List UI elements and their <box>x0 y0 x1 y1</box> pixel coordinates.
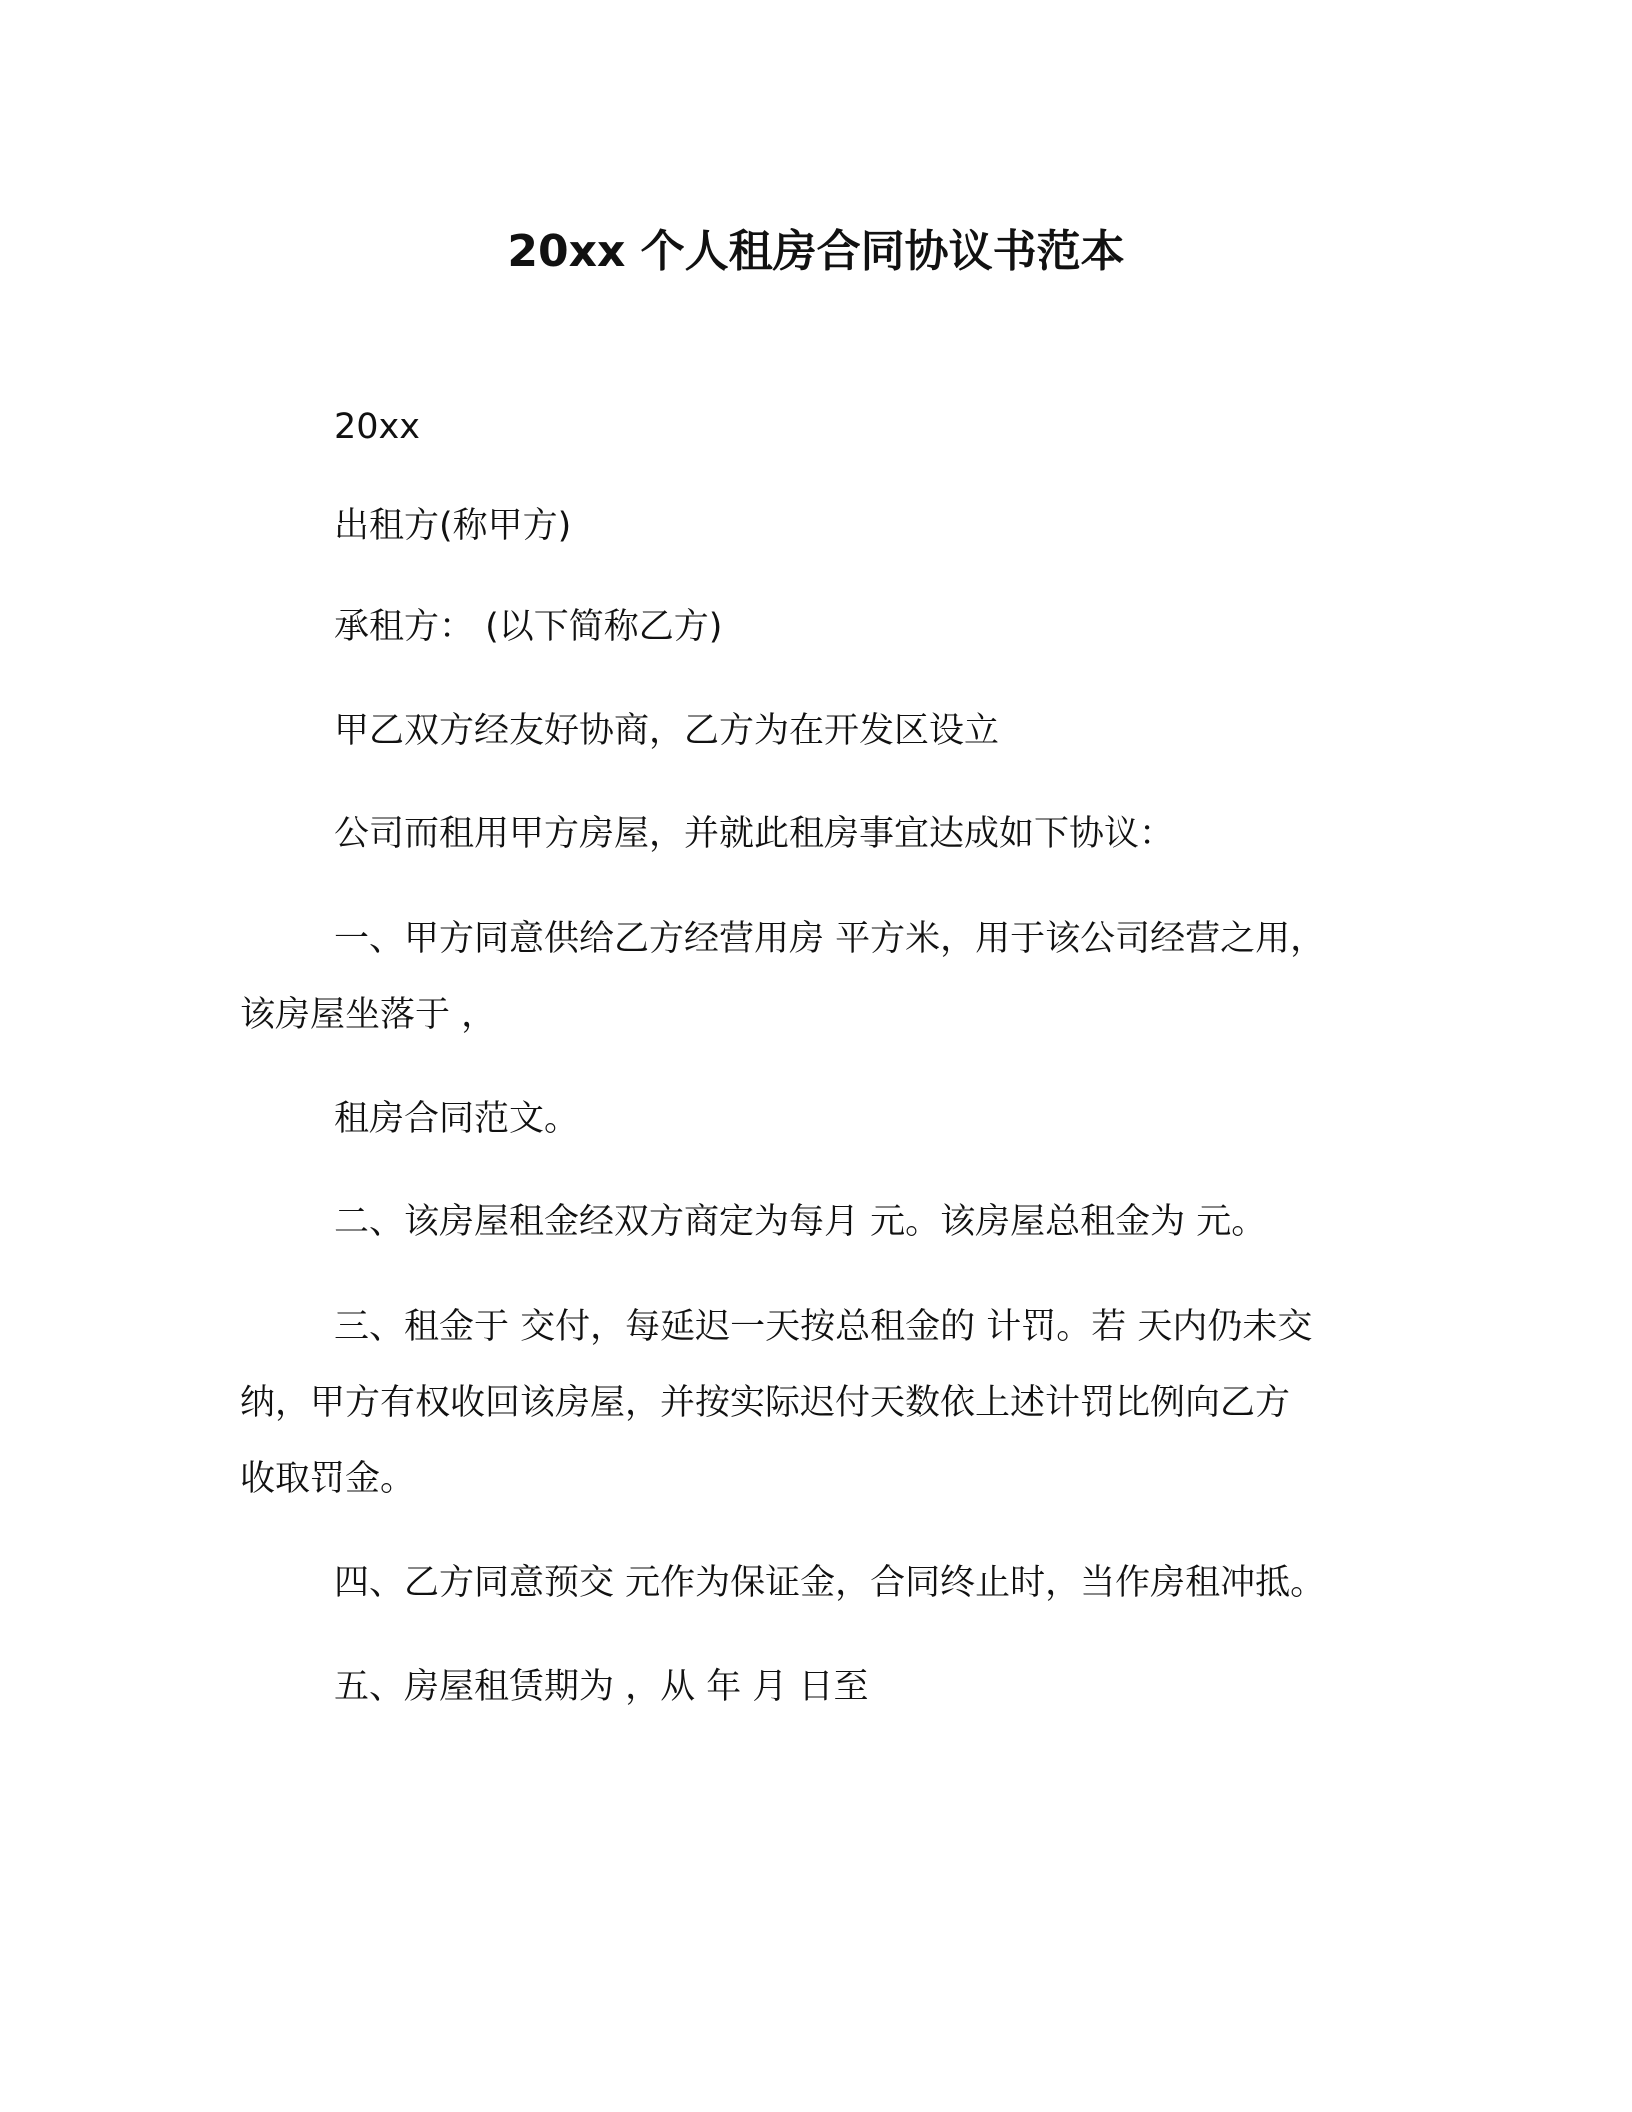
clause-3-line-3: 收取罚金。 <box>240 1459 416 1499</box>
clause-5-line: 五、房屋租赁期为 ，从 年 月 日至 <box>334 1667 869 1707</box>
intro-paragraph-line-1: 甲乙双方经友好协商，乙方为在开发区设立 <box>334 711 1000 751</box>
clause-2-line: 二、该房屋租金经双方商定为每月 元。该房屋总租金为 元。 <box>334 1202 1267 1242</box>
year-line: 20xx <box>334 407 420 447</box>
lessee-line: 承租方： (以下简称乙方) <box>334 607 723 647</box>
lessor-line: 出租方(称甲方) <box>334 506 572 546</box>
document-title: 20xx 个人租房合同协议书范本 <box>507 226 1125 277</box>
clause-4-line: 四、乙方同意预交 元作为保证金，合同终止时，当作房租冲抵。 <box>334 1563 1326 1603</box>
clause-3-line-2: 纳，甲方有权收回该房屋，并按实际迟付天数依上述计罚比例向乙方 <box>240 1383 1291 1423</box>
clause-1-line-2: 该房屋坐落于 ， <box>240 995 497 1035</box>
clause-3-line-1: 三、租金于 交付，每延迟一天按总租金的 计罚。若 天内仍未交 <box>334 1307 1313 1347</box>
clause-1-line-1: 一、甲方同意供给乙方经营用房 平方米，用于该公司经营之用， <box>334 919 1326 959</box>
intro-paragraph-line-2: 公司而租用甲方房屋，并就此租房事宜达成如下协议： <box>334 814 1175 854</box>
contract-sample-line: 租房合同范文。 <box>334 1099 580 1139</box>
